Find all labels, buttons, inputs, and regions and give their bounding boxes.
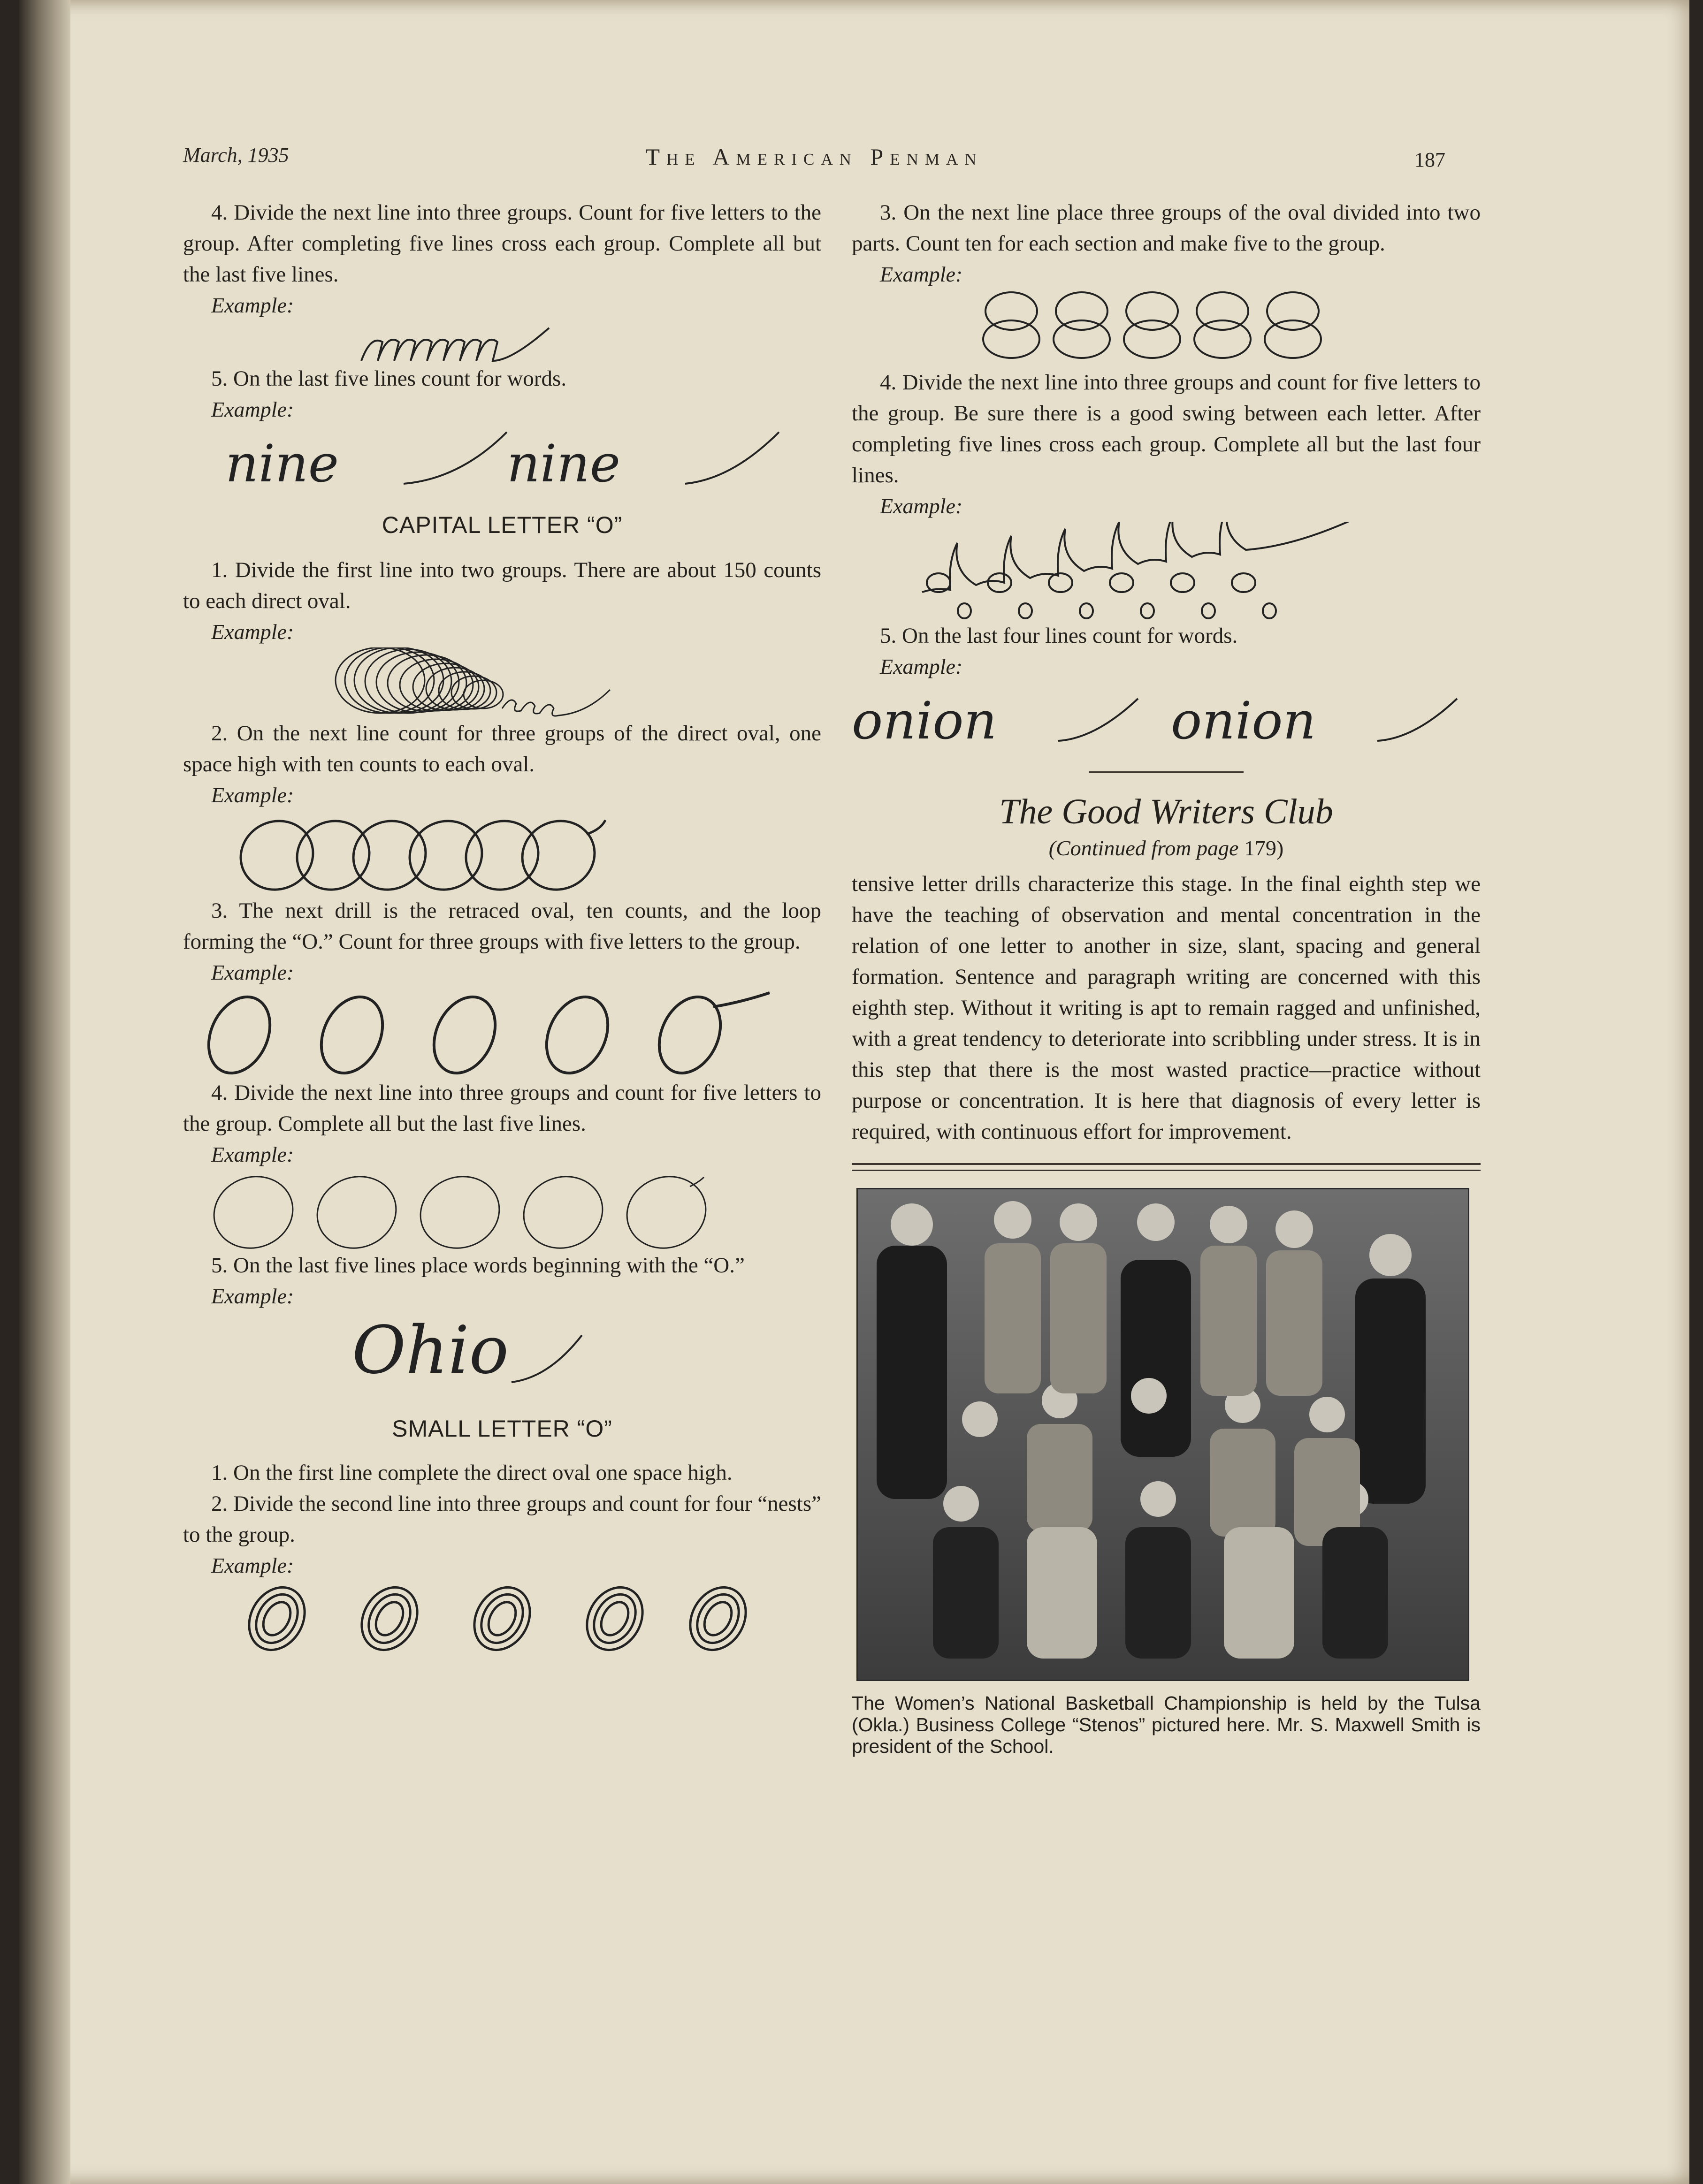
example-label: Example: (211, 960, 294, 984)
instruction-paragraph: 4. Divide the next line into three groups. Count for five letters to the group. After completing five lines cross each group. Complete all but the last five lines. (183, 200, 821, 287)
instruction-paragraph: 5. On the last four lines count for words. (880, 624, 1238, 648)
onion-script-illustration (852, 682, 1481, 757)
left-column (183, 197, 821, 1661)
instruction-paragraph: 2. On the next line count for three groups of the direct oval, one space high with ten counts to each oval. (183, 721, 821, 776)
article-title: The Good Writers Club (999, 792, 1333, 831)
example-label: Example: (211, 1142, 294, 1166)
example-label: Example: (880, 494, 963, 518)
script-word: nine (225, 434, 339, 494)
article-body: tensive letter drills characterize this stage. In the final eighth step we have the teaching of observation and mental concentration in the relation of one letter to another in size, slant, spacing and general formation. Sentence and paragraph writing are concerned with this eighth step. Without it writing is apt to remain ragged and unfinished, with a great tendency to deteriorate into scribbling under stress. It is in this step that there is the most wasted practice—practice without purpose or concentration. It is here that diagnosis of every letter is required, with continuous effort for improvement. (852, 872, 1481, 1144)
right-column (852, 197, 1481, 1757)
n-drill-illustration (183, 321, 821, 363)
example-label: Example: (211, 1553, 294, 1577)
instruction-paragraph: 4. Divide the next line into three groups and count for five letters to the group. Complete all but the last five lines. (183, 1081, 821, 1136)
retraced-o-illustration (183, 988, 821, 1077)
script-word: Ohio (352, 1312, 509, 1389)
continued-page: 179) (1244, 836, 1284, 860)
nest-oval-illustration (183, 1581, 821, 1661)
script-word: onion (1171, 691, 1316, 751)
example-label: Example: (211, 783, 294, 807)
team-photo (856, 1188, 1469, 1681)
page-number: 187 (1414, 148, 1445, 171)
divided-oval-illustration (852, 290, 1481, 360)
team-photo-graphic (858, 1189, 1468, 1680)
book-spine (19, 0, 70, 2184)
section-heading-small-o: SMALL LETTER “O” (392, 1415, 612, 1442)
instruction-paragraph: 1. Divide the first line into two groups. There are about 150 counts to each direct oval. (183, 558, 821, 613)
section-divider (1089, 771, 1244, 773)
example-label: Example: (211, 620, 294, 644)
nine-script-illustration (183, 425, 821, 495)
magazine-title: The American Penman (645, 144, 983, 170)
example-label: Example: (211, 397, 294, 421)
example-label: Example: (880, 262, 963, 286)
page-header (183, 143, 1445, 181)
ohio-script-illustration (183, 1312, 821, 1392)
instruction-paragraph: 4. Divide the next line into three groups and count for five letters to the group. Be sure there is a good swing between each letter. After completing five lines cross each group. Complete all but the last four lines. (852, 370, 1481, 487)
continued-label: (Continued from page (1048, 836, 1239, 860)
instruction-paragraph: 2. Divide the second line into three groups and count for four “nests” to the group. (183, 1492, 821, 1547)
capital-o-row-illustration (183, 1170, 821, 1250)
small-o-loop-illustration (852, 522, 1481, 620)
oval-row-illustration (183, 811, 821, 895)
photo-caption: The Women’s National Basketball Championship is held by the Tulsa (Okla.) Business College “Stenos” pictured here. Mr. S. Maxwell Smith is president of the School. (852, 1692, 1481, 1757)
instruction-paragraph: 5. On the last five lines place words beginning with the “O.” (211, 1253, 745, 1278)
example-label: Example: (211, 1284, 294, 1308)
instruction-paragraph: 1. On the first line complete the direct oval one space high. (211, 1461, 733, 1485)
instruction-paragraph: 5. On the last five lines count for words. (211, 366, 567, 391)
instruction-paragraph: 3. On the next line place three groups of the oval divided into two parts. Count ten for each section and make five to the group. (852, 200, 1481, 256)
script-word: onion (852, 691, 997, 751)
double-rule-divider (852, 1163, 1481, 1171)
direct-oval-drill-illustration (183, 647, 821, 718)
example-label: Example: (211, 293, 294, 317)
example-label: Example: (880, 654, 963, 678)
magazine-page (19, 0, 1689, 2184)
script-word: nine (507, 434, 620, 494)
section-heading-capital-o: CAPITAL LETTER “O” (382, 512, 623, 538)
continued-note (852, 833, 1481, 864)
instruction-paragraph: 3. The next drill is the retraced oval, ten counts, and the loop forming the “O.” Count for three groups with five letters to the group. (183, 898, 821, 954)
issue-date: March, 1935 (183, 144, 289, 167)
